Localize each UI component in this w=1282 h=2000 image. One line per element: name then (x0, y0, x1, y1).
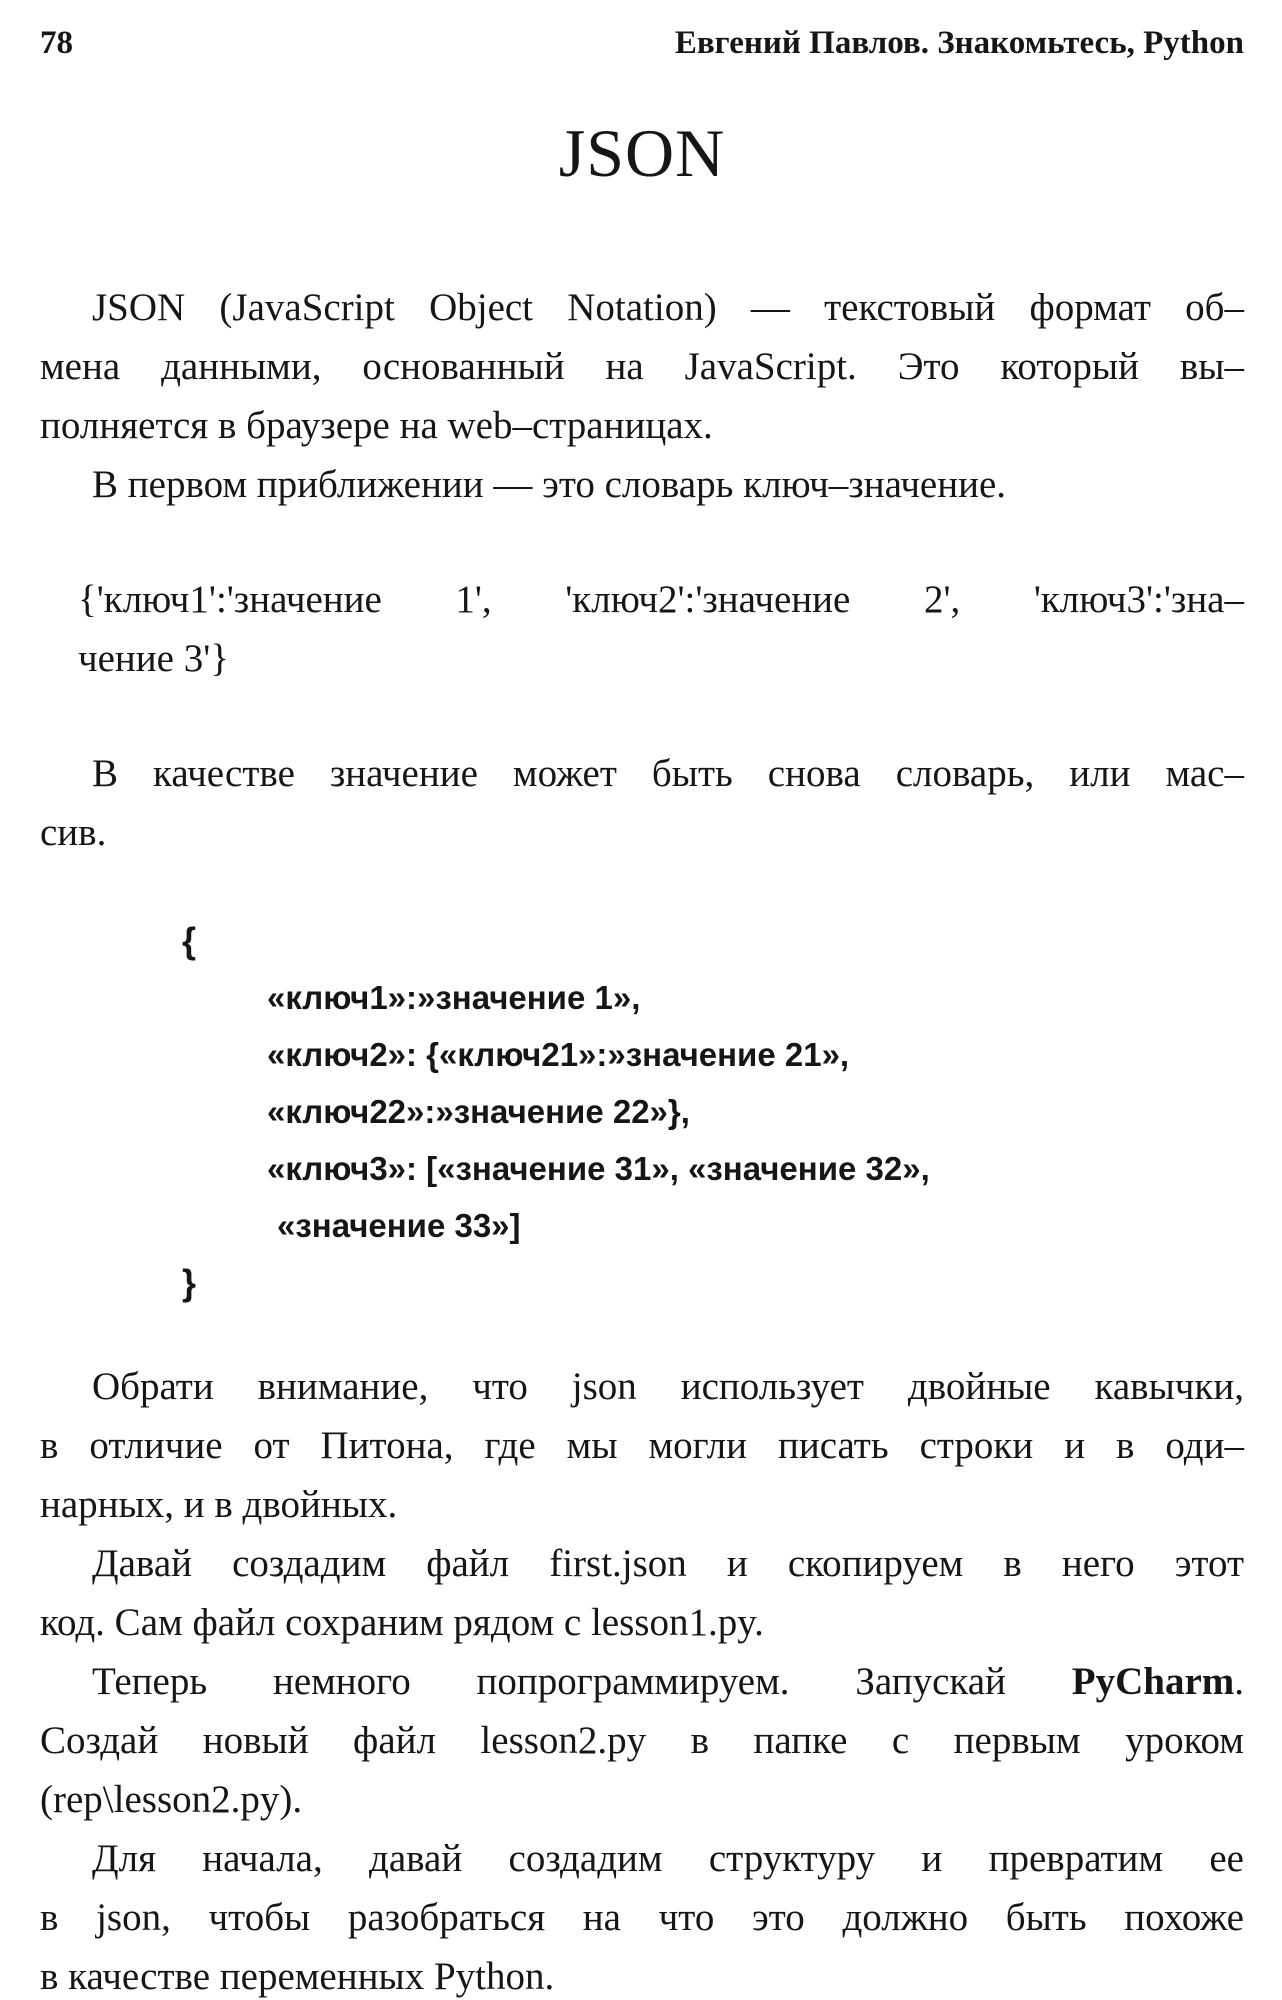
page-header (40, 0, 1244, 62)
text-segment: . (1234, 1660, 1244, 1703)
page-number: 78 (40, 25, 73, 61)
text-line: в качестве переменных Python. (40, 1955, 555, 1998)
code-line: чение 3'} (78, 637, 229, 680)
page-title: JSON (558, 115, 726, 191)
text-line: JSON (JavaScript Object Notation) — текстовый формат об– (92, 286, 1244, 329)
paragraph-structure (40, 1829, 1244, 2000)
code-close-brace: } (182, 1262, 197, 1303)
code-line: «ключ1»:»значение 1», (267, 979, 641, 1016)
paragraph-create-file (40, 1534, 1244, 1652)
text-line: В первом приближении — это словарь ключ–значение. (92, 463, 1007, 506)
text-line: (rep\lesson2.py). (40, 1778, 303, 1821)
running-title: Евгений Павлов. Знакомьтесь, Python (674, 25, 1244, 61)
text-line: В качестве значение может быть снова словарь, или мас– (92, 752, 1244, 795)
text-line: код. Сам файл сохраним рядом с lesson1.py. (40, 1601, 764, 1644)
code-open-brace: { (182, 920, 197, 961)
code-line: «значение 33»] (277, 1207, 521, 1244)
text-line: нарных, и в двойных. (40, 1483, 398, 1526)
text-line: Для начала, давай создадим структуру и превратим ее (92, 1837, 1244, 1880)
paragraph-intro (40, 278, 1244, 455)
text-line: сив. (40, 811, 107, 854)
paragraph-value-note (40, 744, 1244, 862)
text-line: мена данными, основанный на JavaScript. Это который вы– (40, 345, 1244, 388)
code-line: «ключ2»: {«ключ21»:»значение 21», (267, 1036, 850, 1073)
pycharm-bold-text: PyCharm (1071, 1660, 1235, 1703)
code-line: {'ключ1':'значение 1', 'ключ2':'значение 2', 'ключ3':'зна– (78, 578, 1244, 621)
code-line: «ключ22»:»значение 22»}, (267, 1093, 690, 1130)
text-line: в отличие от Питона, где мы могли писать строки и в оди– (40, 1424, 1244, 1467)
json-code-block (40, 912, 1244, 1311)
inline-dict-example (40, 570, 1244, 688)
text-line: Обрати внимание, что json использует двойные кавычки, (92, 1365, 1244, 1408)
code-line: «ключ3»: [«значение 31», «значение 32», (267, 1150, 930, 1187)
text-segment: Теперь немного попрограммируем. Запускай (92, 1660, 1072, 1703)
paragraph-quotes-note (40, 1357, 1244, 1534)
paragraph-first-approx (40, 455, 1244, 514)
paragraph-pycharm (40, 1652, 1244, 1829)
text-line: полняется в браузере на web–страницах. (40, 404, 713, 447)
text-line: в json, чтобы разобраться на что это должно быть похоже (40, 1896, 1244, 1939)
body-text (40, 278, 1244, 2000)
text-line: Давай создадим файл first.json и скопируем в него этот (92, 1542, 1244, 1585)
text-line: Создай новый файл lesson2.py в папке с первым уроком (40, 1719, 1244, 1762)
text-line (40, 1652, 1244, 1711)
